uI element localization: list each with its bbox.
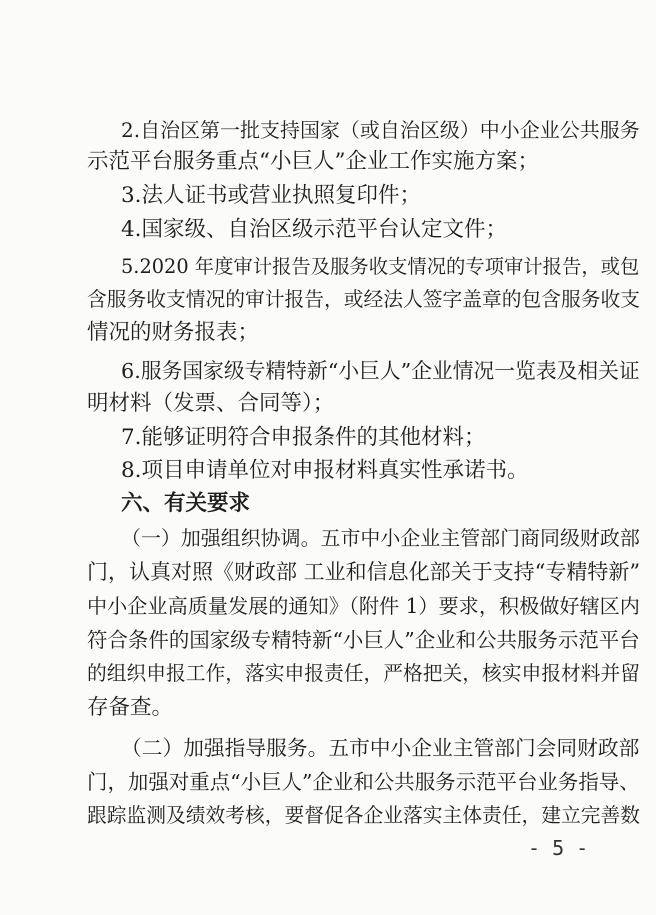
text-line: （一）加强组织协调。五市中小企业主管部门商同级财政部	[121, 526, 640, 550]
text-line: 7.能够证明符合申报条件的其他材料；	[121, 425, 486, 450]
text-line: 情况的财务报表；	[87, 320, 260, 345]
text-line: 明材料（发票、合同等）；	[87, 391, 335, 416]
text-line: 4.国家级、自治区级示范平台认定文件；	[121, 217, 508, 242]
text-line: 中小企业高质量发展的通知》（附件 1）要求，积极做好辖区内	[87, 594, 640, 618]
text-line: 的组织申报工作，落实申报责任，严格把关，核实申报材料并留	[87, 662, 641, 685]
text-line: 8.项目申请单位对申报材料真实性承诺书。	[121, 458, 529, 483]
text-line: 门，加强对重点“小巨人”企业和公共服务示范平台业务指导、	[87, 770, 640, 794]
text-line: 5.2020 年度审计报告及服务收支情况的专项审计报告，或包	[121, 255, 640, 278]
text-line: 3.法人证书或营业执照复印件；	[121, 183, 422, 208]
text-line: 含服务收支情况的审计报告，或经法人签字盖章的包含服务收支	[87, 288, 641, 311]
section-heading: 六、有关要求	[121, 491, 251, 516]
text-line: 6.服务国家级专精特新“小巨人”企业情况一览表及相关证	[121, 359, 640, 383]
text-line: 符合条件的国家级专精特新“小巨人”企业和公共服务示范平台	[87, 628, 640, 652]
text-line: 跟踪监测及绩效考核，要督促各企业落实主体责任，建立完善数	[87, 804, 641, 827]
text-line: 示范平台服务重点“小巨人”企业工作实施方案；	[87, 149, 539, 174]
text-line: （二）加强指导服务。五市中小企业主管部门会同财政部	[121, 736, 640, 760]
text-line: 2.自治区第一批支持国家（或自治区级）中小企业公共服务	[121, 118, 640, 142]
page-number: - 5 -	[528, 836, 589, 860]
text-line: 存备查。	[87, 695, 174, 720]
text-line: 门，认真对照《财政部 工业和信息化部关于支持“专精特新”	[87, 560, 641, 584]
